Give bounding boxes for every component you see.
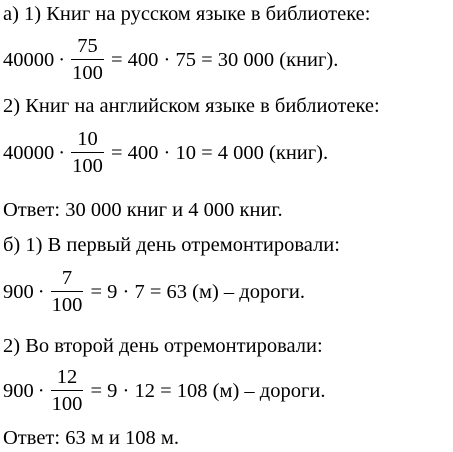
fraction xyxy=(51,268,84,315)
part-b-step1-heading: б) 1) В первый день отремонтировали: xyxy=(3,234,340,256)
part-b-step2-heading: 2) Во второй день отремонтировали: xyxy=(3,335,323,357)
part-a-step1-heading: а) 1) Книг на русском языке в библиотеке: xyxy=(3,3,371,25)
part-a-step1-equation xyxy=(3,35,339,85)
fraction-denominator: 100 xyxy=(71,59,104,84)
equation-result: = 400 · 75 = 30 000 (книг). xyxy=(110,49,339,72)
multiplicand: 900 xyxy=(3,281,34,304)
fraction-numerator: 75 xyxy=(77,35,98,57)
multiplicand: 900 xyxy=(3,380,34,403)
fraction xyxy=(71,36,104,83)
part-a-answer: Ответ: 30 000 книг и 4 000 книг. xyxy=(3,199,283,221)
equation-result: = 9 · 12 = 108 (м) – дороги. xyxy=(90,380,326,403)
part-b-step1-equation xyxy=(3,267,305,317)
fraction-numerator: 12 xyxy=(56,366,78,388)
fraction xyxy=(51,367,84,414)
part-b-answer: Ответ: 63 м и 108 м. xyxy=(3,427,179,449)
fraction-numerator: 10 xyxy=(77,128,98,150)
multiply-sign: · xyxy=(37,380,45,403)
fraction-numerator: 7 xyxy=(61,267,73,289)
fraction-denominator: 100 xyxy=(71,152,104,177)
part-a-step2-equation xyxy=(3,128,329,178)
multiplicand: 40000 xyxy=(3,49,55,72)
equation-result: = 9 · 7 = 63 (м) – дороги. xyxy=(90,281,305,304)
multiply-sign: · xyxy=(58,49,66,72)
multiply-sign: · xyxy=(58,142,66,165)
fraction xyxy=(71,129,104,176)
multiplicand: 40000 xyxy=(3,142,55,165)
fraction-denominator: 100 xyxy=(51,390,84,415)
fraction-denominator: 100 xyxy=(51,291,84,316)
part-b-step2-equation xyxy=(3,366,326,416)
equation-result: = 400 · 10 = 4 000 (книг). xyxy=(110,142,329,165)
multiply-sign: · xyxy=(37,281,45,304)
part-a-step2-heading: 2) Книг на английском языке в библиотеке: xyxy=(3,95,380,117)
